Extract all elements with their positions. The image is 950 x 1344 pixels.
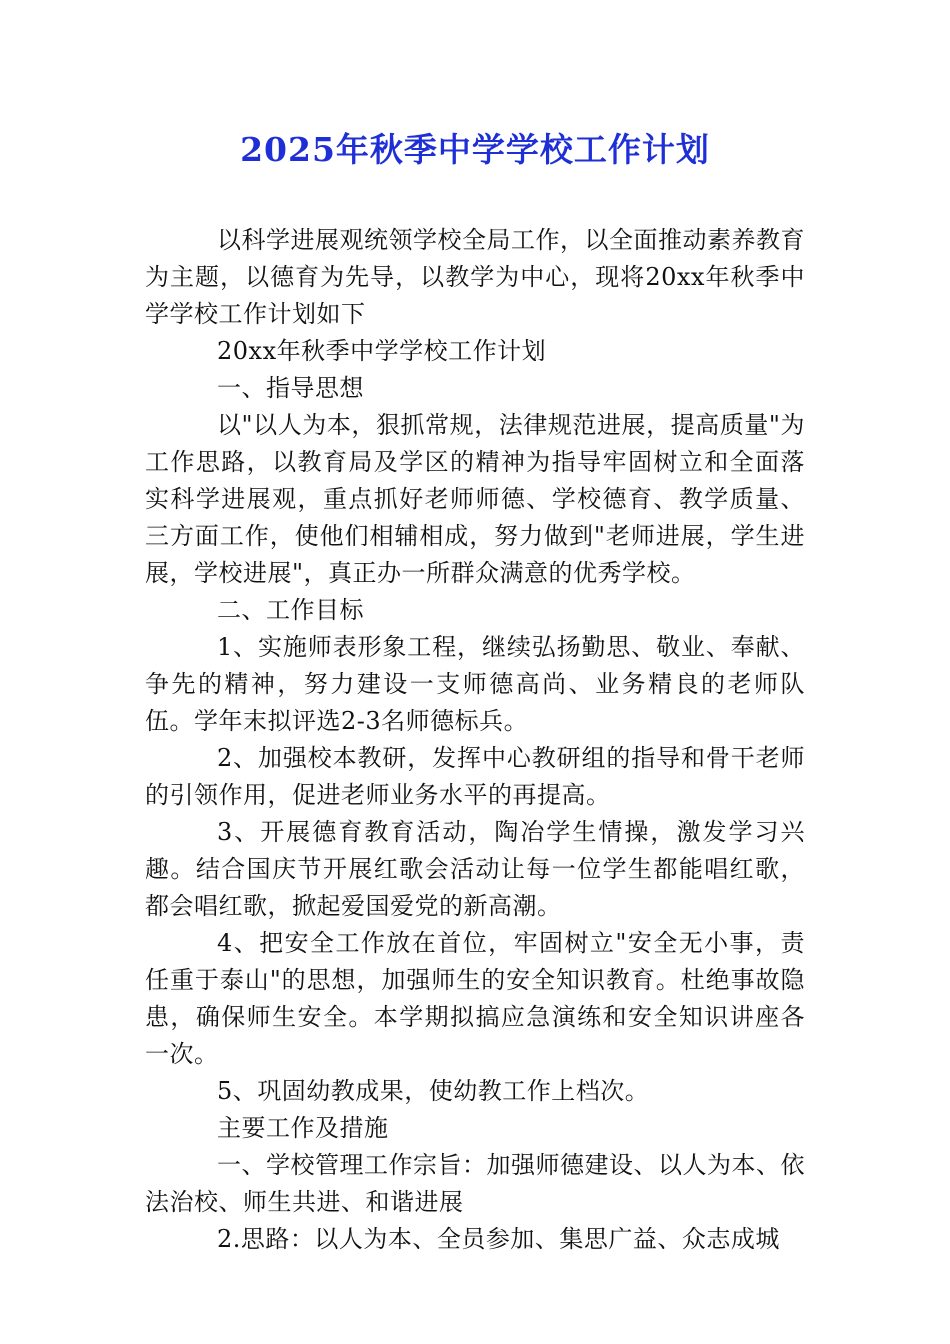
section-heading-guiding-ideology: 一、指导思想 [217, 374, 364, 402]
document-title: 2025年秋季中学学校工作计划 [240, 130, 710, 169]
paragraph-management-purpose: 一、学校管理工作宗旨：加强师德建设、以人为本、依法治校、师生共进、和谐进展 [145, 1151, 805, 1216]
paragraph-goal-5: 5、巩固幼教成果，使幼教工作上档次。 [217, 1077, 650, 1105]
paragraph-subtitle: 20xx年秋季中学学校工作计划 [217, 337, 547, 365]
document-body [145, 222, 805, 1258]
paragraph-goal-1: 1、实施师表形象工程，继续弘扬勤思、敬业、奉献、争先的精神，努力建设一支师德高尚、业务精良的老师队伍。学年末拟评选2-3名师德标兵。 [145, 633, 805, 735]
section-heading-work-goals: 二、工作目标 [217, 596, 364, 624]
paragraph-intro: 以科学进展观统领学校全局工作，以全面推动素养教育为主题，以德育为先导，以教学为中心，现将20xx年秋季中学学校工作计划如下 [145, 226, 805, 328]
paragraph-goal-4: 4、把安全工作放在首位，牢固树立"安全无小事，责任重于泰山"的思想，加强师生的安全知识教育。杜绝事故隐患，确保师生安全。本学期拟搞应急演练和安全知识讲座各一次。 [145, 929, 805, 1068]
section-heading-main-work: 主要工作及措施 [217, 1114, 389, 1142]
paragraph-approach: 2.思路：以人为本、全员参加、集思广益、众志成城 [217, 1225, 780, 1253]
paragraph-goal-2: 2、加强校本教研，发挥中心教研组的指导和骨干老师的引领作用，促进老师业务水平的再提高。 [145, 744, 805, 809]
paragraph-guiding-ideology: 以"以人为本，狠抓常规，法律规范进展，提高质量"为工作思路，以教育局及学区的精神为指导牢固树立和全面落实科学进展观，重点抓好老师师德、学校德育、教学质量、三方面工作，使他们相辅相成，努力做到"老师进展，学生进展，学校进展"，真正办一所群众满意的优秀学校。 [145, 411, 805, 587]
paragraph-goal-3: 3、开展德育教育活动，陶冶学生情操，激发学习兴趣。结合国庆节开展红歌会活动让每一位学生都能唱红歌，都会唱红歌，掀起爱国爱党的新高潮。 [145, 818, 805, 920]
